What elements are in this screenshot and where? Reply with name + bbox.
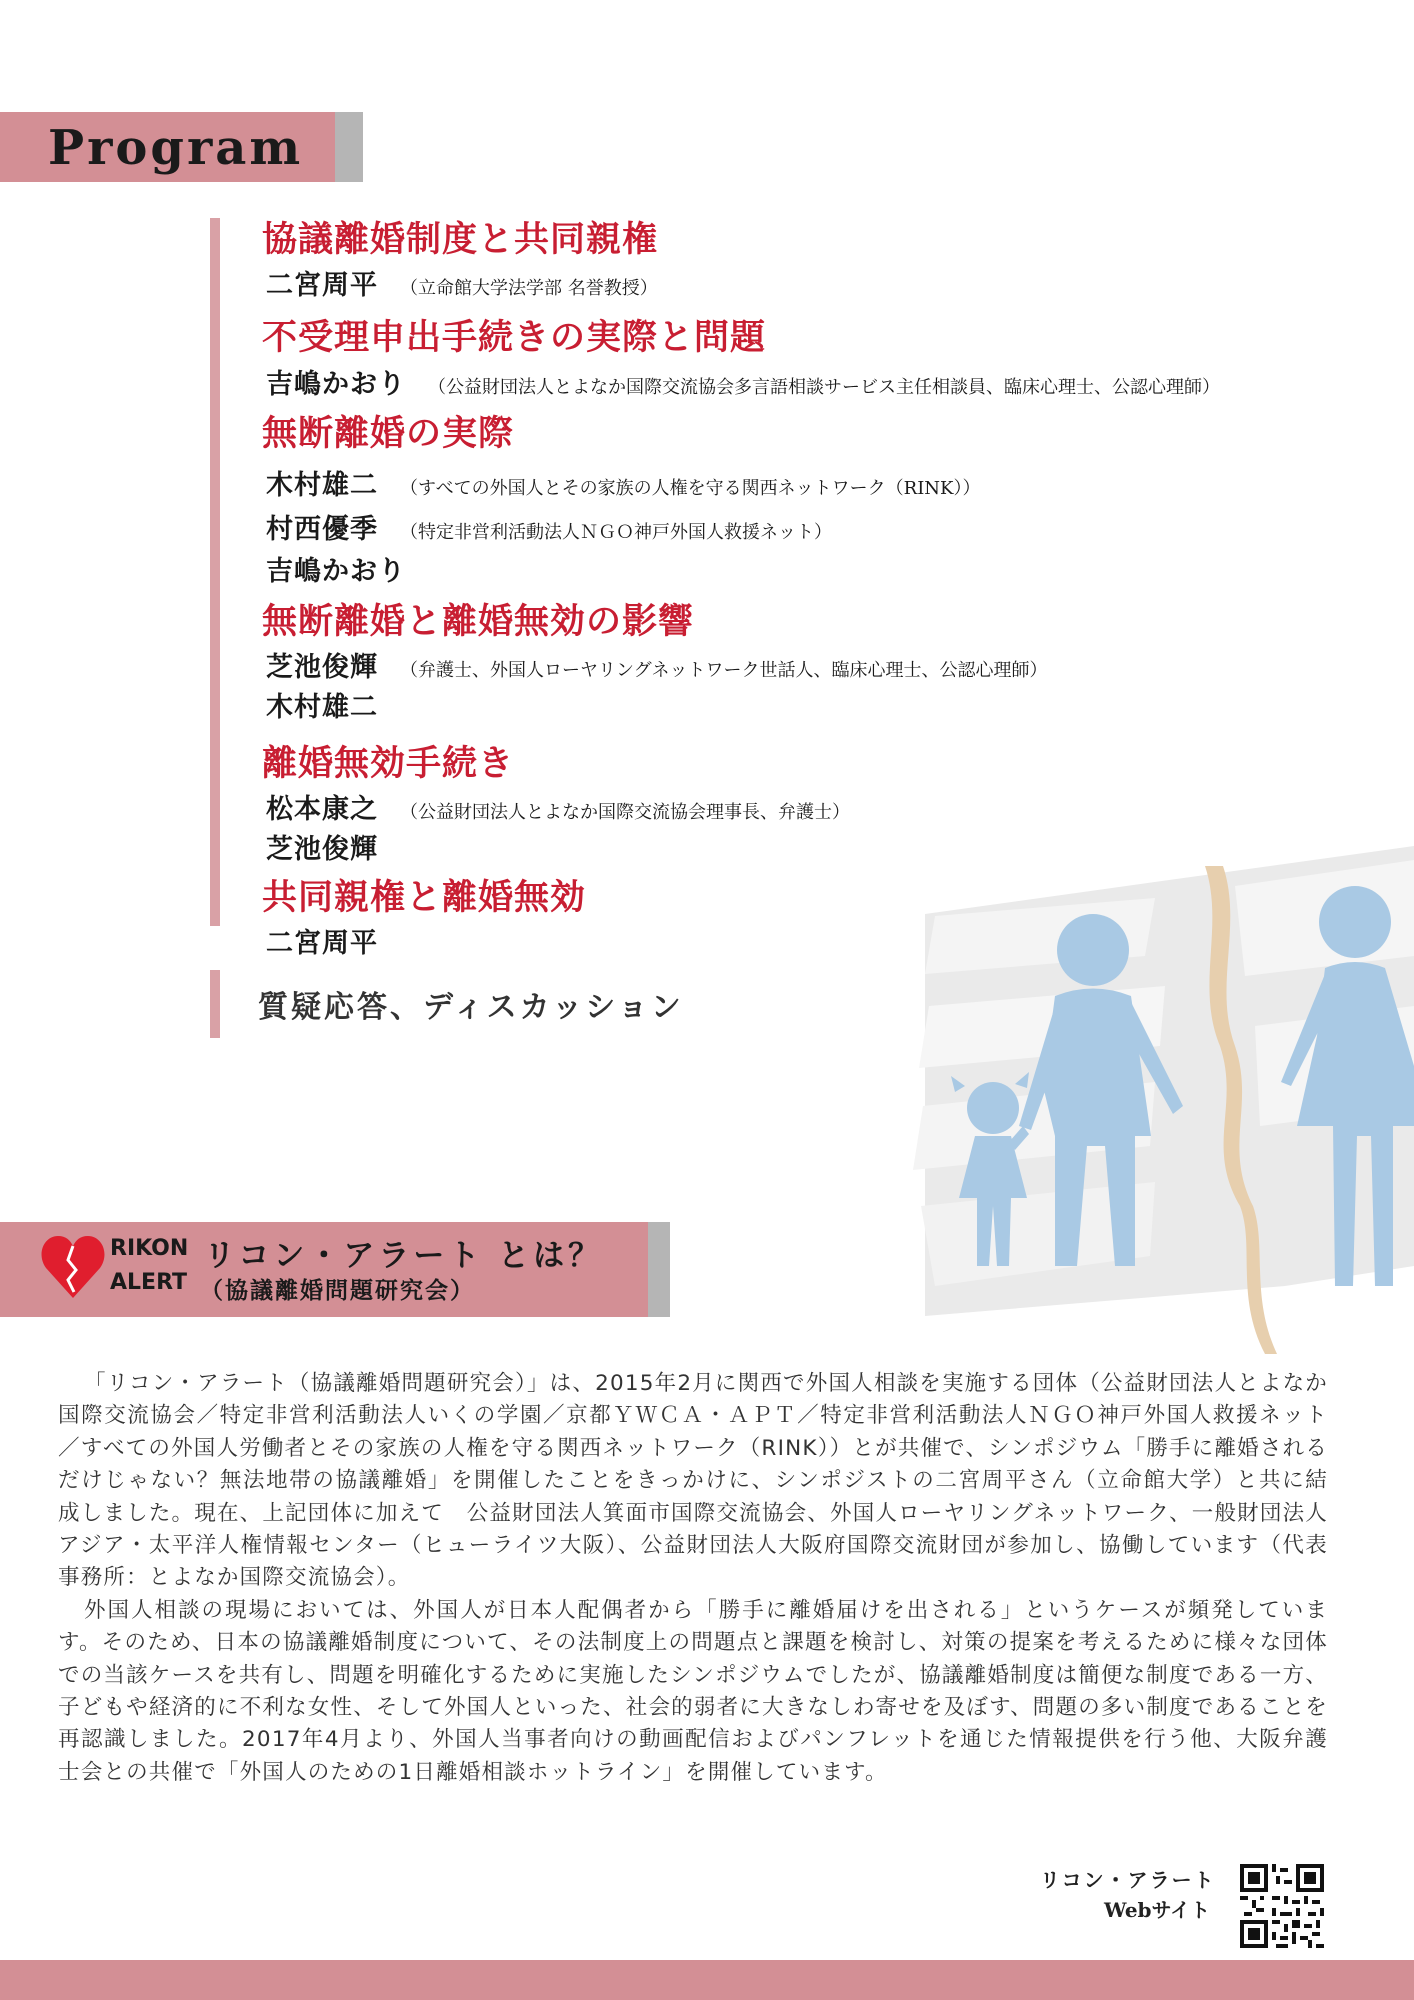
speaker-affiliation: （特定非営利活動法人ＮＧＯ神戸外国人救援ネット） xyxy=(400,522,832,543)
broken-heart-icon xyxy=(40,1232,106,1302)
program-header-accent xyxy=(335,112,363,182)
torn-family-illustration xyxy=(905,846,1414,1354)
section-title-4: 無断離婚と離婚無効の影響 xyxy=(262,601,695,642)
speaker-name: 村西優季 xyxy=(266,514,378,545)
website-label-line1: リコン・アラート xyxy=(1040,1868,1216,1892)
section-title-5: 離婚無効手続き xyxy=(262,743,515,784)
qr-code-icon[interactable] xyxy=(1240,1864,1324,1948)
speaker-affiliation: （弁護士、外国人ローヤリングネットワーク世話人、臨床心理士、公認心理師） xyxy=(400,660,1048,681)
program-heading: Program xyxy=(48,120,304,176)
speaker-affiliation: （公益財団法人とよなか国際交流協会理事長、弁護士） xyxy=(400,802,850,823)
speaker-name: 芝池俊輝 xyxy=(266,834,378,865)
footer-band xyxy=(0,1960,1414,2000)
website-label-line2: Webサイト xyxy=(1104,1898,1211,1922)
section-title-3: 無断離婚の実際 xyxy=(262,413,515,454)
speaker-affiliation: （立命館大学法学部 名誉教授） xyxy=(400,278,658,299)
description-paragraph-1: 「リコン・アラート（協議離婚問題研究会）」は、2015年2月に関西で外国人相談を実施する団体（公益財団法人とよなか国際交流協会／特定非営利活動法人いくの学園／京都ＹＷＣＡ・ＡＰＴ／特定非営利活動法人ＮＧＯ神戸外国人救援ネット／すべての外国人労働者とその家族の人権を守る関西ネットワーク（RINK））とが共催で、シンポジウム「勝手に離婚されるだけじゃない？無法地帯の協議離婚」を開催したことをきっかけに、シンポジストの二宮周平さん（立命館大学）と共に結成しました。現在、上記団体に加えて 公益財団法人箕面市国際交流協会、外国人ローヤリングネットワーク、一般財団法人アジア・太平洋人権情報センター（ヒューライツ大阪）、公益財団法人大阪府国際交流財団が参加し、協働しています（代表事務所：とよなか国際交流協会）。 xyxy=(58,1371,1328,1591)
speaker-affiliation: （公益財団法人とよなか国際交流協会多言語相談サービス主任相談員、臨床心理士、公認心理師） xyxy=(428,377,1220,398)
speaker-name: 二宮周平 xyxy=(266,928,378,959)
description-paragraph-2: 外国人相談の現場においては、外国人が日本人配偶者から「勝手に離婚届けを出される」というケースが頻発しています。そのため、日本の協議離婚制度について、その法制度上の問題点と課題を検討し、対策の提案を考えるために様々な団体での当該ケースを共有し、問題を明確化するために実施したシンポジウムでしたが、協議離婚制度は簡便な制度である一方、子どもや経済的に不利な女性、そして外国人といった、社会的弱者に大きなしわ寄せを及ぼす、問題の多い制度であることを再認識しました。2017年4月より、外国人当事者向けの動画配信およびパンフレットを通じた情報提供を行う他、大阪弁護士会との共催で「外国人のための1日離婚相談ホットライン」を開催しています。 xyxy=(58,1597,1328,1785)
rikon-alert-title: リコン・アラート とは？ xyxy=(204,1238,604,1274)
speaker-row xyxy=(266,650,1047,689)
speaker-name: 芝池俊輝 xyxy=(266,652,378,683)
speaker-name: 吉嶋かおり xyxy=(266,369,406,400)
section-title-1: 協議離婚制度と共同親権 xyxy=(262,219,659,260)
speaker-row xyxy=(266,554,406,593)
speaker-row xyxy=(266,792,850,831)
speaker-name: 二宮周平 xyxy=(266,270,378,301)
speaker-row xyxy=(266,926,378,965)
rikon-alert-description xyxy=(58,1368,1328,1789)
speaker-row xyxy=(266,832,378,871)
rikon-alert-logo-text-1: RIKON xyxy=(110,1236,189,1261)
qa-discussion: 質疑応答、ディスカッション xyxy=(258,990,684,1025)
rikon-alert-header-accent xyxy=(648,1222,670,1317)
speaker-row xyxy=(266,268,658,307)
rikon-alert-logo-text-2: ALERT xyxy=(110,1270,188,1295)
speaker-affiliation: （すべての外国人とその家族の人権を守る関西ネットワーク（RINK）） xyxy=(400,478,981,499)
speaker-name: 松本康之 xyxy=(266,794,378,825)
speaker-row xyxy=(266,468,981,507)
speaker-name: 吉嶋かおり xyxy=(266,556,406,587)
speaker-name: 木村雄二 xyxy=(266,692,378,723)
section-title-6: 共同親権と離婚無効 xyxy=(262,877,587,918)
qa-accent-bar xyxy=(210,970,220,1038)
speaker-name: 木村雄二 xyxy=(266,470,378,501)
speaker-row xyxy=(266,512,832,551)
section-title-2: 不受理申出手続きの実際と問題 xyxy=(262,317,767,358)
speaker-row xyxy=(266,690,378,729)
rikon-alert-subtitle: （協議離婚問題研究会） xyxy=(200,1277,475,1304)
speaker-row xyxy=(266,367,1220,406)
program-accent-bar xyxy=(210,218,220,926)
